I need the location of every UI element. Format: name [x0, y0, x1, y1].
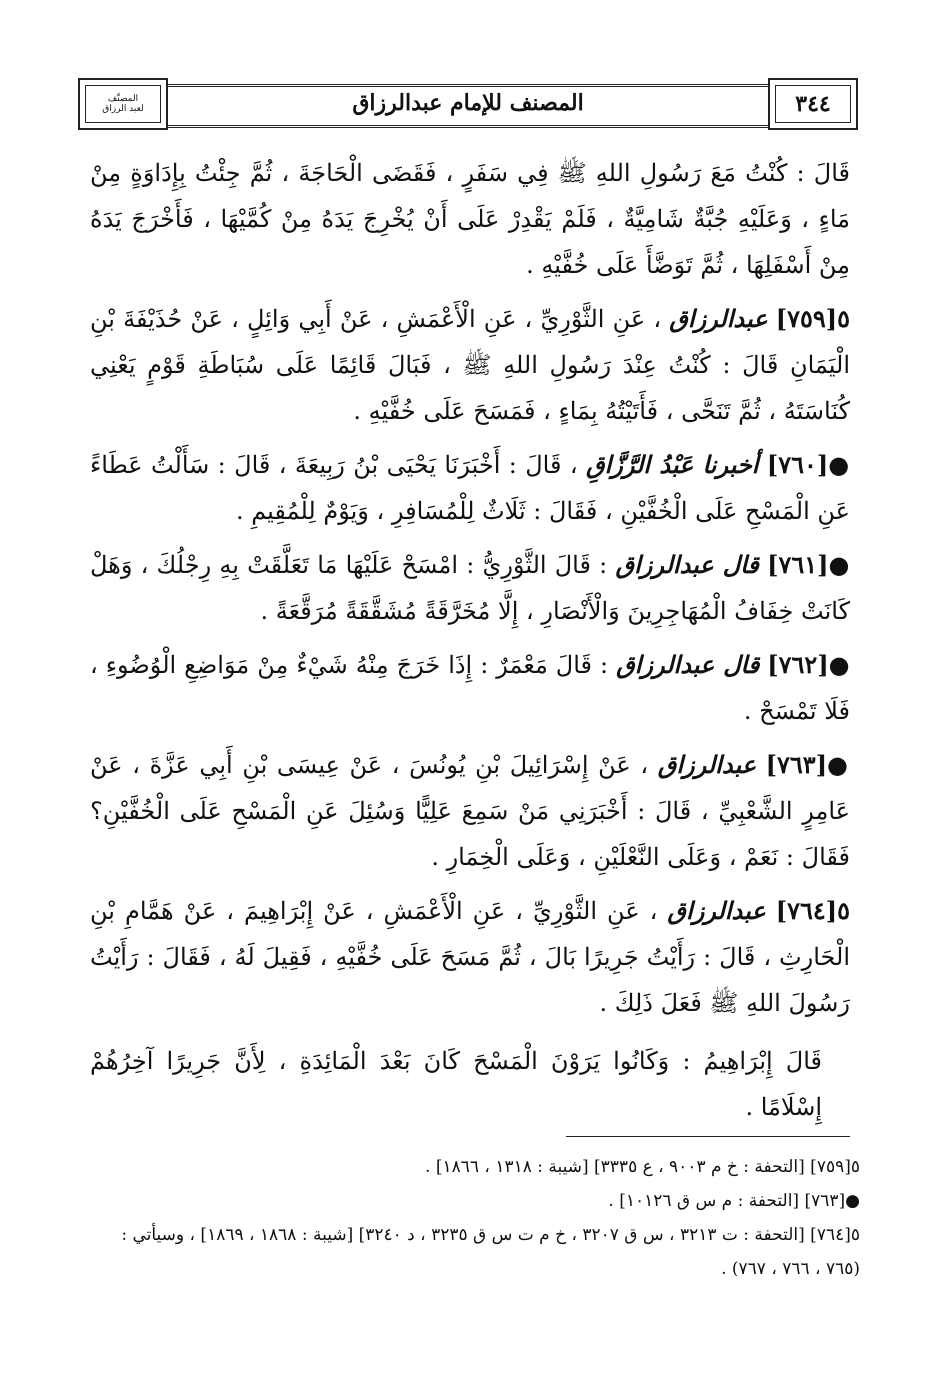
hadith-number: [٧٦١] — [767, 550, 829, 579]
hadith-source: عبدالرزاق — [669, 304, 768, 333]
hadith-entry — [90, 542, 850, 634]
ornament-line2: لعبد الرزاق — [102, 104, 144, 114]
page-number-box — [768, 78, 858, 130]
footnote-divider — [566, 1136, 850, 1137]
entry-marker: ٥ — [837, 304, 850, 333]
footnotes — [90, 1150, 860, 1286]
footnote — [90, 1218, 860, 1286]
hadith-text: ، عَنِ الثَّوْرِيِّ ، عَنِ الْأَعْمَشِ ، عَنْ إِبْرَاهِيمَ ، عَنْ هَمَّامِ بْنِ الْحَارِثِ ، قَالَ : رَأَيْتُ جَرِيرًا بَالَ ، ثُمَّ مَسَحَ عَلَى خُفَّيْهِ ، فَقِيلَ لَهُ ، فَقَالَ : رَأَيْتُ رَسُولَ اللهِ ﷺ فَعَلَ ذَلِكَ . — [90, 897, 850, 1017]
ornament-emblem-inner — [85, 85, 161, 123]
footnote-marker: ٥ — [850, 1157, 860, 1177]
hadith-source: عبدالرزاق — [667, 896, 766, 925]
hadith-number: [٧٦٤] — [775, 896, 838, 925]
footnote — [90, 1150, 860, 1184]
hadith-entry — [90, 642, 850, 734]
ornament-emblem — [78, 78, 168, 130]
hadith-source: أخبرنا عَبْدُ الرَّزَّاقِ — [586, 450, 759, 479]
running-header — [78, 78, 858, 126]
hadith-text: : قَالَ مَعْمَرٌ : إِذَا خَرَجَ مِنْهُ شَيْءٌ مِنْ مَوَاضِعِ الْوُضُوءِ ، فَلَا تَمْسَحْ . — [90, 651, 850, 725]
footnote-marker: ٥ — [850, 1225, 860, 1245]
footnote-text: [٧٦٤] [التحفة : ت ٣٢١٣ ، س ق ٣٢٠٧ ، خ م ت س ق ٣٢٣٥ ، د ٣٢٤٠] [شيبة : ١٨٦٨ ، ١٨٦٩] ، وسيأتي : (٧٦٥ ، ٧٦٦ ، ٧٦٧) . — [121, 1225, 860, 1279]
hadith-text: : قَالَ الثَّوْرِيُّ : امْسَحْ عَلَيْهَا مَا تَعَلَّقَتْ بِهِ رِجْلُكَ ، وَهَلْ كَانَتْ خِفَافُ الْمُهَاجِرِينَ وَالْأَنْصَارِ ، إِلَّا مُخَرَّقَةً مُشَقَّقَةً مُرَقَّعَةً . — [90, 551, 850, 625]
entry-marker: ● — [827, 750, 850, 779]
main-text — [90, 150, 850, 1130]
entry-marker: ٥ — [837, 896, 850, 925]
hadith-number: [٧٦٣] — [765, 750, 828, 779]
hadith-text: ، عَنِ الثَّوْرِيِّ ، عَنِ الْأَعْمَشِ ، عَنْ أَبِي وَائِلٍ ، عَنْ حُذَيْفَةَ بْنِ الْيَمَانِ قَالَ : كُنْتُ عِنْدَ رَسُولِ اللهِ ﷺ ، فَبَالَ قَائِمًا عَلَى سُبَاطَةِ قَوْمٍ يَعْنِي كُنَاسَتَهُ ، ثُمَّ تَنَحَّى ، فَأَتَيْتُهُ بِمَاءٍ ، فَمَسَحَ عَلَى خُفَّيْهِ . — [90, 305, 850, 425]
hadith-number: [٧٦٠] — [766, 450, 829, 479]
ornament-line1: المصنَّف — [107, 94, 139, 104]
hadith-text: ، عَنْ إِسْرَائِيلَ بْنِ يُونُسَ ، عَنْ عِيسَى بْنِ أَبِي عَزَّةَ ، عَنْ عَامِرٍ الشَّعْبِيِّ ، قَالَ : أَخْبَرَنِي مَنْ سَمِعَ عَلِيًّا وَسُئِلَ عَنِ الْمَسْحِ عَلَى الْخُفَّيْنِ؟ فَقَالَ : نَعَمْ ، وَعَلَى النَّعْلَيْنِ ، وَعَلَى الْخِمَارِ . — [90, 751, 850, 871]
entry-marker: ● — [828, 550, 850, 579]
hadith-entry — [90, 888, 850, 1026]
footnote — [90, 1184, 860, 1218]
entry-marker: ● — [828, 450, 850, 479]
footnote-text: [٧٥٩] [التحفة : خ م ٩٠٠٣ ، ع ٣٣٣٥] [شيبة : ١٣١٨ ، ١٨٦٦] . — [425, 1157, 851, 1177]
hadith-number: [٧٦٢] — [767, 650, 829, 679]
hadith-source: قال عبدالرزاق — [615, 550, 759, 579]
hadith-text: ، قَالَ : أَخْبَرَنَا يَحْيَى بْنُ رَبِيعَةَ ، قَالَ : سَأَلْتُ عَطَاءً عَنِ الْمَسْحِ عَلَى الْخُفَّيْنِ ، فَقَالَ : ثَلَاثٌ لِلْمُسَافِرِ ، وَيَوْمٌ لِلْمُقِيمِ . — [90, 451, 850, 525]
book-title: المصنف للإمام عبدالرزاق — [352, 90, 584, 116]
hadith-source: عبدالرزاق — [657, 750, 757, 779]
closing-paragraph: قَالَ إِبْرَاهِيمُ : وَكَانُوا يَرَوْنَ الْمَسْحَ كَانَ بَعْدَ الْمَائِدَةِ ، لِأَنَّ جَرِيرًا آخِرُهُمْ إِسْلَامًا . — [90, 1047, 822, 1121]
hadith-entry — [90, 442, 850, 534]
footnote-text: [٧٦٣] [التحفة : م س ق ١٠١٢٦] . — [608, 1191, 846, 1211]
hadith-entry — [90, 296, 850, 434]
hadith-number: [٧٥٩] — [775, 304, 838, 333]
entry-marker: ● — [828, 650, 850, 679]
footnote-marker: ● — [845, 1191, 860, 1211]
page-number: ٣٤٤ — [775, 85, 851, 123]
hadith-source: قال عبدالرزاق — [616, 650, 760, 679]
intro-paragraph: قَالَ : كُنْتُ مَعَ رَسُولِ اللهِ ﷺ فِي سَفَرٍ ، فَقَضَى الْحَاجَةَ ، ثُمَّ جِئْتُ بِإِدَاوَةٍ مِنْ مَاءٍ ، وَعَلَيْهِ جُبَّةٌ شَامِيَّةٌ ، فَلَمْ يَقْدِرْ عَلَى أَنْ يُخْرِجَ يَدَهُ مِنْ كُمَّيْهَا ، فَأَخْرَجَ يَدَهُ مِنْ أَسْفَلِهَا ، ثُمَّ تَوَضَّأَ عَلَى خُفَّيْهِ . — [90, 159, 850, 279]
hadith-entry — [90, 742, 850, 880]
